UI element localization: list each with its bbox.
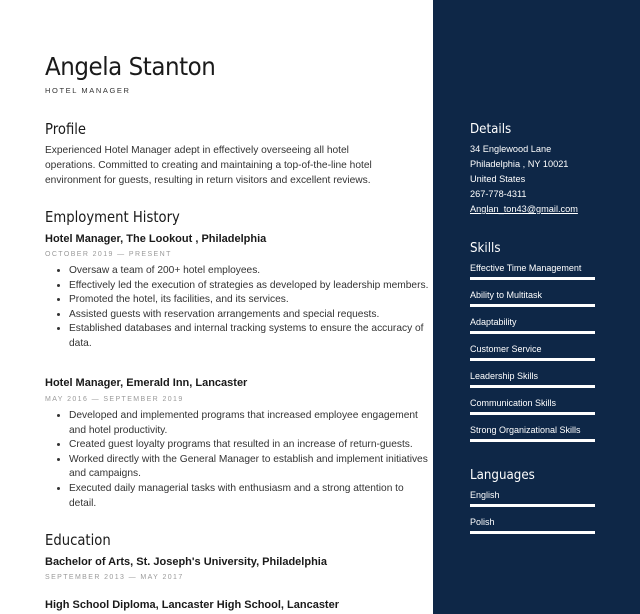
skill-bar xyxy=(470,358,595,361)
language-bar-fill xyxy=(470,531,595,534)
language-bar-fill xyxy=(470,504,595,507)
skill-item xyxy=(470,290,595,307)
skill-label: Adaptability xyxy=(470,317,517,327)
job-bullets xyxy=(45,409,429,511)
skill-item xyxy=(470,425,595,442)
skill-item xyxy=(470,371,595,388)
skill-bar-fill xyxy=(470,385,595,388)
skill-item xyxy=(470,263,595,280)
skill-bar-fill xyxy=(470,304,595,307)
languages-heading: Languages xyxy=(470,467,535,483)
skill-bar xyxy=(470,277,595,280)
skill-label: Leadership Skills xyxy=(470,371,539,381)
list-item: • Established databases and internal tracking systems to ensure the accuracy of data. xyxy=(69,322,429,351)
address-line-1: 34 Englewood Lane xyxy=(470,144,552,154)
profile-heading: Profile xyxy=(45,120,87,138)
details-heading: Details xyxy=(470,121,512,137)
list-item: • Executed daily managerial tasks with enthusiasm and a strong attention to detail. xyxy=(69,482,429,511)
list-item: • Oversaw a team of 200+ hotel employees. xyxy=(69,264,429,279)
skill-bar xyxy=(470,331,595,334)
skill-bar-fill xyxy=(470,358,595,361)
skill-label: Strong Organizational Skills xyxy=(470,425,581,435)
skills-heading: Skills xyxy=(470,240,501,256)
skill-bar-fill xyxy=(470,277,595,280)
skill-bar xyxy=(470,412,595,415)
education-title: High School Diploma, Lancaster High School, Lancaster xyxy=(45,599,339,611)
job-bullets xyxy=(45,264,429,352)
language-label: English xyxy=(470,490,500,500)
skill-item xyxy=(470,398,595,415)
skill-label: Communication Skills xyxy=(470,398,557,408)
skill-bar-fill xyxy=(470,331,595,334)
list-item: • Assisted guests with reservation arrangements and special requests. xyxy=(69,308,429,323)
list-item: • Effectively led the execution of strategies as developed by leadership members. xyxy=(69,279,429,294)
skill-label: Customer Service xyxy=(470,344,542,354)
job-dates: OCTOBER 2019 — PRESENT xyxy=(45,251,172,258)
education-heading: Education xyxy=(45,531,111,549)
job-dates: MAY 2016 — SEPTEMBER 2019 xyxy=(45,396,184,403)
language-bar xyxy=(470,504,595,507)
language-item xyxy=(470,517,595,534)
email-link[interactable]: Anglan_ton43@gmail.com xyxy=(470,204,578,214)
phone: 267-778-4311 xyxy=(470,189,527,199)
sidebar xyxy=(433,0,640,614)
country: United States xyxy=(470,174,526,184)
job-title: Hotel Manager, Emerald Inn, Lancaster xyxy=(45,377,248,389)
skill-bar xyxy=(470,304,595,307)
candidate-name: Angela Stanton xyxy=(45,52,216,81)
language-item xyxy=(470,490,595,507)
language-label: Polish xyxy=(470,517,495,527)
profile-text: Experienced Hotel Manager adept in effectively overseeing all hotel operations. Committed to creating and maintaining a top-of-the-line hotel environment for guests, resulting in return visitors and excellent reviews. xyxy=(45,145,372,186)
address-line-2: Philadelphia , NY 10021 xyxy=(470,159,569,169)
job-title: Hotel Manager, The Lookout , Philadelphia xyxy=(45,233,267,245)
list-item: • Developed and implemented programs that increased employee engagement and hotel productivity. xyxy=(69,409,429,438)
skill-label: Effective Time Management xyxy=(470,263,582,273)
skill-bar xyxy=(470,439,595,442)
skill-item xyxy=(470,344,595,361)
list-item: • Promoted the hotel, its facilities, and its services. xyxy=(69,293,429,308)
education-dates: SEPTEMBER 2013 — MAY 2017 xyxy=(45,574,184,581)
skill-label: Ability to Multitask xyxy=(470,290,543,300)
list-item: • Created guest loyalty programs that resulted in an increase of return-guests. xyxy=(69,438,429,453)
language-bar xyxy=(470,531,595,534)
skill-item xyxy=(470,317,595,334)
skill-bar-fill xyxy=(470,412,595,415)
skill-bar xyxy=(470,385,595,388)
skill-bar-fill xyxy=(470,439,595,442)
job-role: HOTEL MANAGER xyxy=(45,86,131,95)
employment-heading: Employment History xyxy=(45,208,180,226)
education-title: Bachelor of Arts, St. Joseph's University, Philadelphia xyxy=(45,556,327,568)
list-item: • Worked directly with the General Manager to establish and implement initiatives and campaigns. xyxy=(69,453,429,482)
